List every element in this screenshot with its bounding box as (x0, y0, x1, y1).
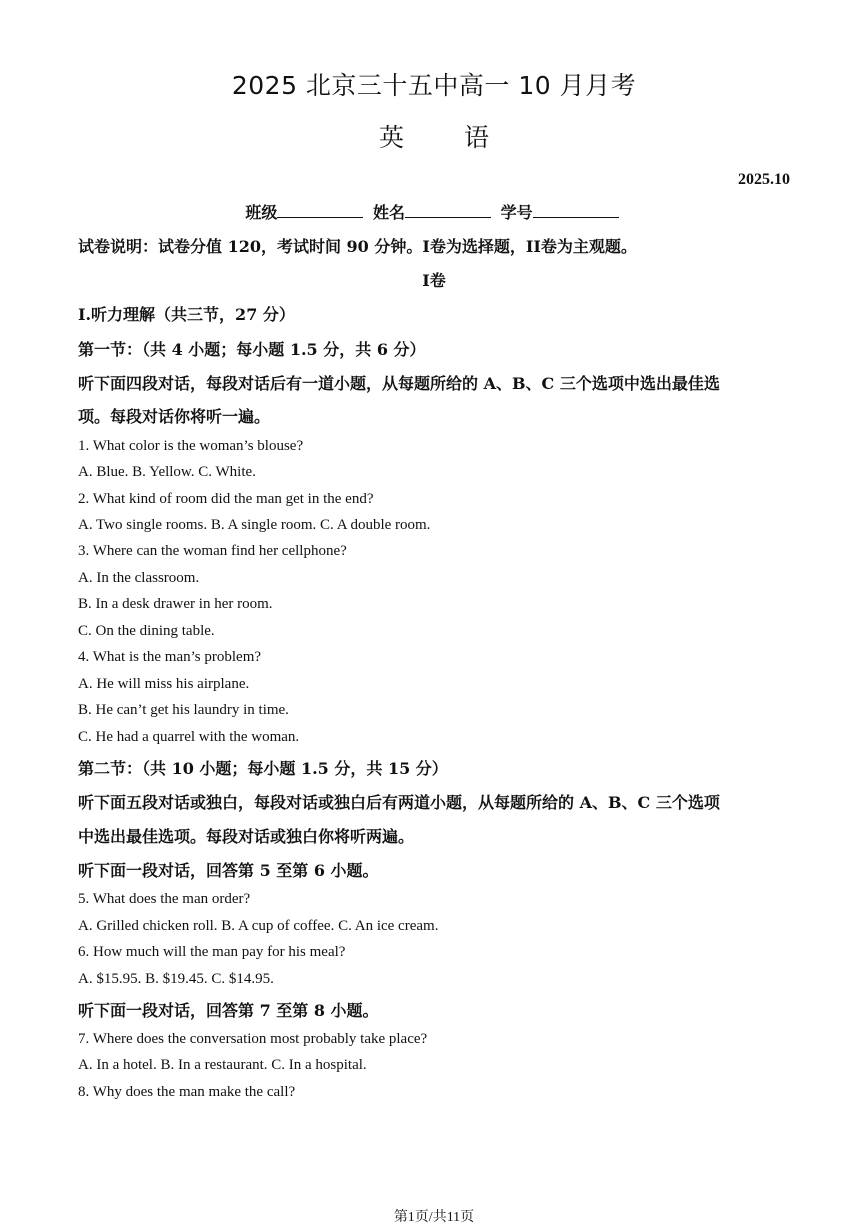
name-blank (405, 203, 491, 218)
volume-heading: I卷 (422, 271, 446, 290)
exam-instructions: 试卷说明：试卷分值 120，考试时间 90 分钟。I卷为选择题，II卷为主观题。 (78, 237, 637, 256)
page-number: 第1页/共11页 (393, 1210, 475, 1225)
question-line: A. He will miss his airplane. (78, 676, 250, 692)
group-heading: 听下面一段对话，回答第 5 至第 6 小题。 (78, 861, 379, 880)
section-heading: I.听力理解（共三节，27 分） (78, 305, 295, 324)
question-line: A. Two single rooms. B. A single room. C. A double room. (78, 517, 431, 533)
question-line: 4. What is the man’s problem? (78, 649, 262, 665)
part1-directions: 项。每段对话你将听一遍。 (78, 407, 271, 426)
part1-heading: 第一节：（共 4 小题；每小题 1.5 分，共 6 分） (78, 340, 426, 359)
question-line: 5. What does the man order? (78, 891, 251, 907)
question-line: 7. Where does the conversation most probably take place? (78, 1031, 428, 1047)
question-line: A. $15.95. B. $19.45. C. $14.95. (78, 971, 274, 987)
class-label: 班级 (245, 203, 278, 222)
question-line: A. Grilled chicken roll. B. A cup of coffee. C. An ice cream. (78, 918, 439, 934)
question-line: 1. What color is the woman’s blouse? (78, 438, 304, 454)
id-label: 学号 (500, 203, 533, 222)
question-line: C. He had a quarrel with the woman. (78, 729, 300, 745)
student-info-line (0, 200, 868, 223)
exam-title: 2025 北京三十五中高一 10 月月考 (231, 71, 637, 100)
class-blank (277, 203, 363, 218)
question-line: C. On the dining table. (78, 623, 215, 639)
question-line: A. In a hotel. B. In a restaurant. C. In a hospital. (78, 1057, 367, 1073)
question-line: B. He can’t get his laundry in time. (78, 702, 289, 718)
question-line: A. In the classroom. (78, 570, 200, 586)
question-line: A. Blue. B. Yellow. C. White. (78, 464, 256, 480)
question-line: 8. Why does the man make the call? (78, 1084, 296, 1100)
question-line: 3. Where can the woman find her cellphone? (78, 543, 347, 559)
name-label: 姓名 (372, 203, 405, 222)
question-line: 6. How much will the man pay for his meal? (78, 944, 346, 960)
question-line: 2. What kind of room did the man get in the end? (78, 491, 374, 507)
exam-date: 2025.10 (738, 171, 790, 188)
part2-directions: 中选出最佳选项。每段对话或独白你将听两遍。 (78, 827, 415, 846)
part2-heading: 第二节：（共 10 小题；每小题 1.5 分，共 15 分） (78, 759, 448, 778)
question-line: B. In a desk drawer in her room. (78, 596, 273, 612)
part2-directions: 听下面五段对话或独白，每段对话或独白后有两道小题，从每题所给的 A、B、C 三个选项 (78, 793, 720, 812)
subject-title: 英语 (378, 123, 549, 152)
part1-directions: 听下面四段对话，每段对话后有一道小题，从每题所给的 A、B、C 三个选项中选出最佳选 (78, 374, 720, 393)
group-heading: 听下面一段对话，回答第 7 至第 8 小题。 (78, 1001, 379, 1020)
id-blank (533, 203, 619, 218)
